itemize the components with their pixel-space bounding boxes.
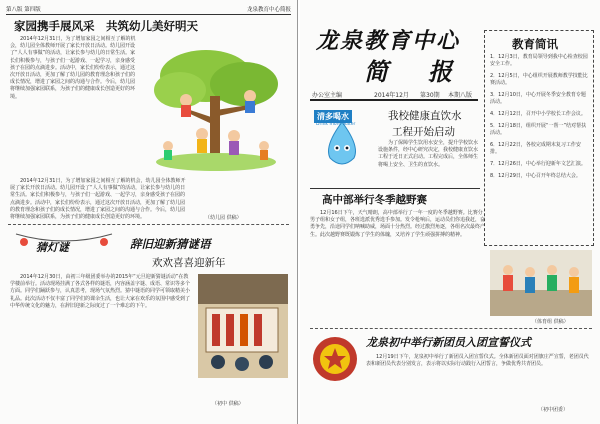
kindergarten-signature: （幼儿园 供稿） [205, 215, 242, 221]
sidebar-item: 7．12月26日，中心举行迎新年文艺汇演。 [490, 161, 586, 167]
race-divider [310, 328, 592, 329]
article-body-flag: 12月19日下午，龙泉初中举行了新团员入团宣誓仪式。全体新团员面对团旗庄严宣誓，老团员代表和新团员代表分别发言，表示将以实际行动践行入团誓言，争做优秀共青团员。 [366, 354, 589, 368]
race-runners-photo [490, 250, 592, 316]
meta-pages: 本期八版 [448, 92, 473, 99]
article-title-flag: 龙泉初中举行新团员入团宣誓仪式 [366, 336, 531, 349]
article-title-riddle-1: 辞旧迎新猜谜语 [130, 237, 211, 251]
article-body-race: 12月16日下午，天气晴朗，高中部举行了一年一度的冬季越野赛。比赛分男子组和女子组，各班选派优秀选手参加。发令枪响后，运动员们你追我赶，奋勇争先，沿途同学们呐喊助威，场面十分热烈。经过激烈角逐，各组名次最终产生。此次越野赛既锻炼了学生的体魄，又培养了学生顽强拼搏的精神。 [310, 210, 486, 238]
article-body-kindergarten-cont: 2014年12月31日，为了增加家园之间相互了解的机会，幼儿园全体教师开展了家长开放日活动。幼儿园开设了“人人有事做”的活动，让家长参与幼儿的日常生活。家长们积极参与，与孩子们一起游戏、一起学习，亲身感受孩子在园的点滴进步。活动中，家长们纷纷表示，通过这次开放日活动，更加了解了幼儿园的教育理念和孩子们的成长情况，增进了家园之间的沟通与合作。今后，幼儿园将继续加强家园联系，为孩子们的健康成长创造更好的环境。 [10, 178, 186, 221]
article-title-riddle-2: 欢欢喜喜迎新年 [152, 257, 226, 269]
youth-league-emblem [310, 334, 360, 384]
lantern-riddle-banner: 猜灯谜 [36, 241, 69, 254]
page-label: 第八版 第四版 [6, 7, 41, 13]
water-logo-sub: Drink more water [316, 122, 356, 127]
sidebar-item: 8．12月29日，中心召开年终总结大会。 [490, 173, 581, 179]
meta-issue: 第30期 [420, 92, 440, 99]
race-signature: （体育组 供稿） [532, 319, 569, 325]
children-tree-illustration [146, 38, 286, 178]
sidebar-item: 2．12月5日，中心组织开展教师教学技能比赛活动。 [490, 73, 588, 86]
masthead-rule [310, 99, 478, 101]
running-header [6, 4, 291, 15]
water-logo-text: 清多喝水 [314, 110, 352, 123]
article-title-water-2: 工程开始启动 [392, 126, 455, 138]
meta-date: 2014年12月 [374, 92, 409, 99]
article-title-water-1: 我校健康直饮水 [388, 110, 462, 122]
water-divider [310, 188, 480, 189]
sidebar-item: 3．12月10日，中心开展冬季安全教育专题活动。 [490, 92, 586, 105]
section-divider [8, 224, 289, 225]
riddle-event-photo [198, 274, 288, 378]
article-body-water: 为了保障学生饮用水安全，提升学校饮水设施条件，经中心研究决定，我校健康直饮水工程于近日正式启动。工程完成后，全体师生将喝上安全、卫生的直饮水。 [378, 140, 479, 168]
article-body-kindergarten: 2014年12月31日，为了增加家园之间相互了解的机会，幼儿园全体教师开展了家长开放日活动。幼儿园开设了“人人有事做”的活动，让家长参与幼儿的日常生活。家长们积极参与，与孩子们一起游戏、一起学习，亲身感受孩子在园的点滴进步。活动中，家长们纷纷表示，通过这次开放日活动，更加了解了幼儿园的教育理念和孩子们的成长情况，增进了家园之间的沟通与合作。今后，幼儿园将继续加强家园联系，为孩子们的健康成长创造更好的环境。 [10, 36, 136, 100]
right-page [300, 0, 600, 424]
article-title-race: 高中部举行冬季越野赛 [322, 194, 427, 206]
sidebar-list [490, 54, 588, 240]
left-page [0, 0, 298, 424]
masthead-title: 龙泉教育中心 [316, 28, 461, 54]
article-title-kindergarten: 家园携手展风采 共筑幼儿美好明天 [14, 19, 198, 33]
article-body-riddle: 2014年12月30日，由初三年级团委举办的2015年“元旦迎新猜谜活动”在教学楼前举行。活动现场挂满了各式各样的谜语，内容涵盖字谜、成语、常识等多个方面。同学们踊跃参与，认真思考，现场气氛热烈。猜中谜语的同学可领取精美小礼品。此次活动不仅丰富了同学们的课余生活，也让大家在欢乐的氛围中感受到了中华传统文化的魅力，在辞旧迎新之际度过了一个难忘的下午。 [10, 274, 191, 309]
masthead-subtitle: 简 报 [364, 57, 460, 86]
riddle-signature: （初中 供稿） [212, 401, 244, 407]
paper-name: 龙泉教育中心简报 [246, 7, 291, 13]
meta-host: 办公室主编 [312, 92, 343, 99]
sidebar-title: 教育简讯 [512, 37, 558, 51]
sidebar-item: 1．12月3日，教育局领导到我中心检查校园安全工作。 [490, 54, 588, 67]
sidebar-item: 6．12月22日，各校完成期末复习工作安排。 [490, 142, 581, 155]
sidebar-item: 4．12月12日，召开中小学校长工作会议。 [490, 111, 586, 117]
sidebar-item: 5．12月18日，组织开展“一帮一”结对帮扶活动。 [490, 123, 587, 136]
flag-signature: （初中团委） [538, 407, 569, 413]
